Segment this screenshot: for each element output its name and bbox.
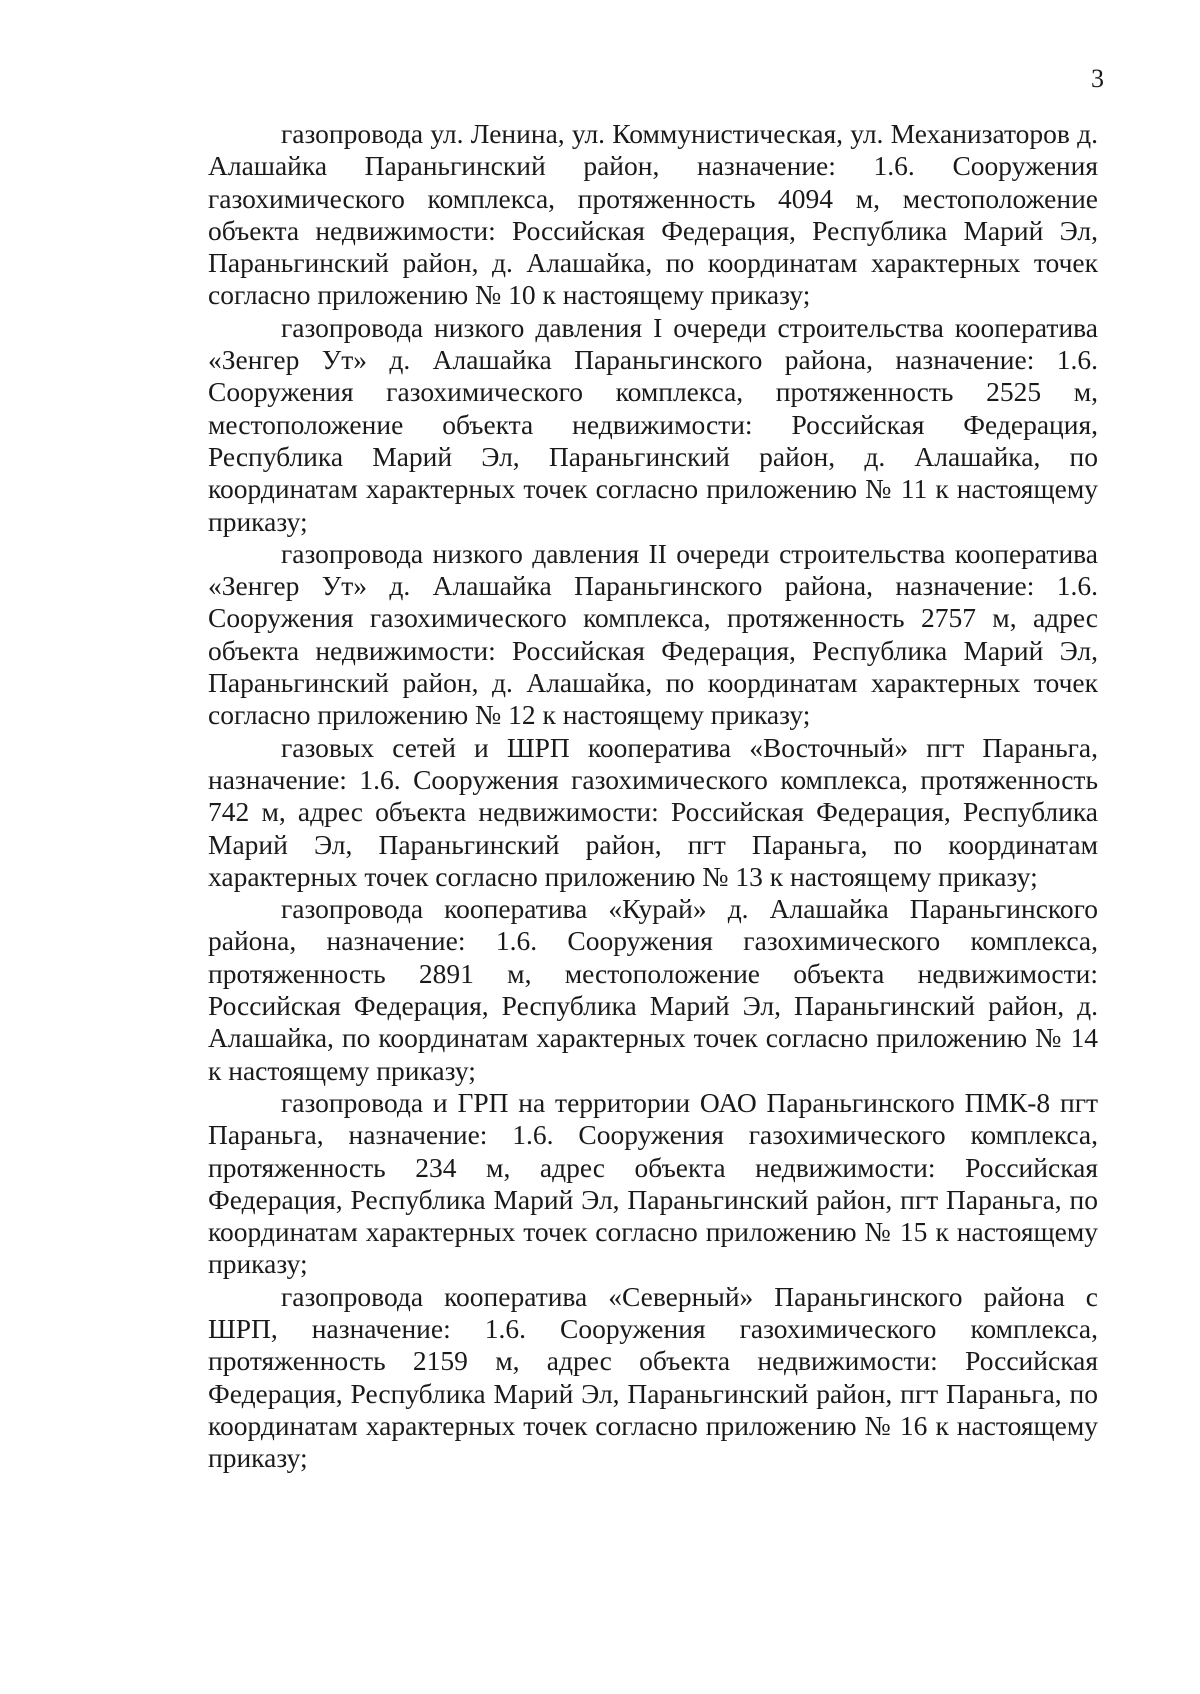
page-number: 3 xyxy=(1091,64,1104,93)
paragraph-appendix-10: газопровода ул. Ленина, ул. Коммунистическая, ул. Механизаторов д. Алашайка Параньгинский район, назначение: 1.6. Сооружения газохимического комплекса, протяженность 4094 м, местоположение объекта недвижимости: Российская Федерация, Республика Марий Эл, Параньгинский район, д. Алашайка, по координатам характерных точек согласно приложению № 10 к настоящему приказу; xyxy=(208,118,1098,311)
paragraph-appendix-15: газопровода и ГРП на территории ОАО Параньгинского ПМК-8 пгт Параньга, назначение: 1.6. Сооружения газохимического комплекса, протяженность 234 м, адрес объекта недвижимости: Российская Федерация, Республика Марий Эл, Параньгинский район, пгт Параньга, по координатам характерных точек согласно приложению № 15 к настоящему приказу; xyxy=(208,1086,1098,1280)
paragraph-appendix-12: газопровода низкого давления II очереди строительства кооператива «Зенгер Ут» д. Алашайка Параньгинского района, назначение: 1.6. Сооружения газохимического комплекса, протяженность 2757 м, адрес объекта недвижимости: Российская Федерация, Республика Марий Эл, Параньгинский район, д. Алашайка, по координатам характерных точек согласно приложению № 12 к настоящему приказу; xyxy=(208,537,1098,731)
paragraph-appendix-16: газопровода кооператива «Северный» Параньгинского района с ШРП, назначение: 1.6. Сооружения газохимического комплекса, протяженность 2159 м, адрес объекта недвижимости: Российская Федерация, Республика Марий Эл, Параньгинский район, пгт Параньга, по координатам характерных точек согласно приложению № 16 к настоящему приказу; xyxy=(208,1280,1098,1474)
paragraph-appendix-13: газовых сетей и ШРП кооператива «Восточный» пгт Параньга, назначение: 1.6. Сооружения газохимического комплекса, протяженность 742 м, адрес объекта недвижимости: Российская Федерация, Республика Марий Эл, Параньгинский район, пгт Параньга, по координатам характерных точек согласно приложению № 13 к настоящему приказу; xyxy=(208,731,1098,892)
paragraph-appendix-14: газопровода кооператива «Курай» д. Алашайка Параньгинского района, назначение: 1.6. Сооружения газохимического комплекса, протяженность 2891 м, местоположение объекта недвижимости: Российская Федерация, Республика Марий Эл, Параньгинский район, д. Алашайка, по координатам характерных точек согласно приложению № 14 к настоящему приказу; xyxy=(208,893,1098,1086)
paragraph-appendix-11: газопровода низкого давления I очереди строительства кооператива «Зенгер Ут» д. Алашайка Параньгинского района, назначение: 1.6. Сооружения газохимического комплекса, протяженность 2525 м, местоположение объекта недвижимости: Российская Федерация, Республика Марий Эл, Параньгинский район, д. Алашайка, по координатам характерных точек согласно приложению № 11 к настоящему приказу; xyxy=(208,311,1098,537)
document-body xyxy=(208,118,1098,1474)
